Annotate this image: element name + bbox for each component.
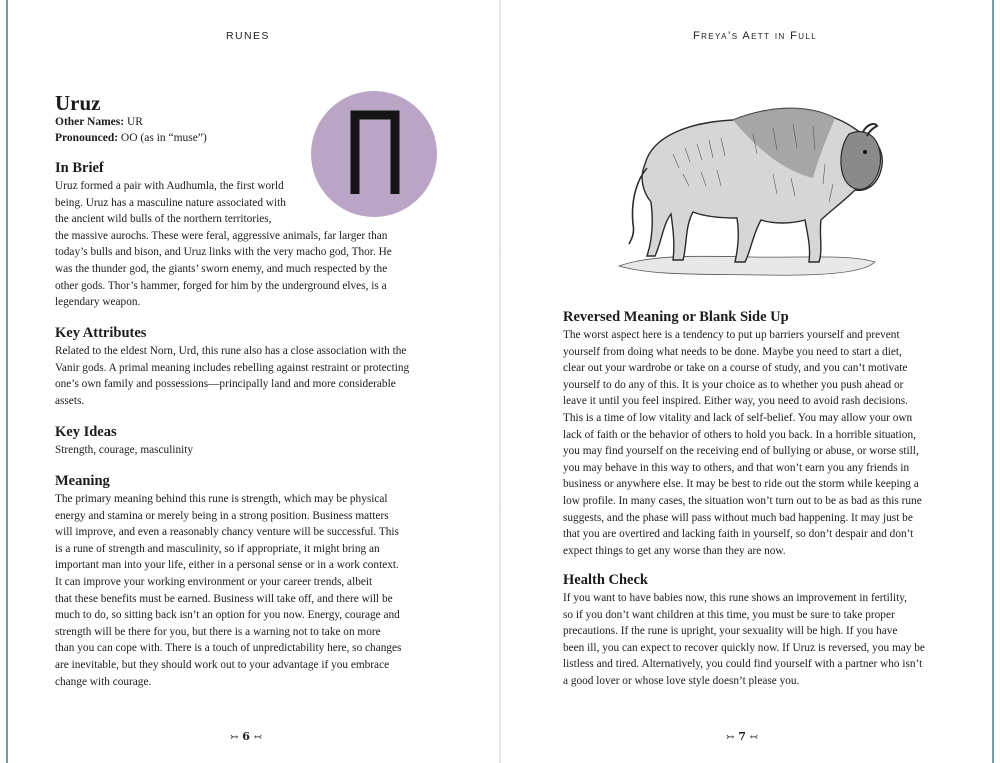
text-line: low profile. In many cases, the situation won’t turn out to be as bad as this rune: [563, 494, 922, 507]
text-line: that these benefits must be earned. Business will take off, and there will be: [55, 592, 393, 605]
text-line: listless and tired. Alternatively, you could find yourself with a partner who isn’t: [563, 658, 923, 671]
text-line: will improve, and even a reasonably chancy venture will be successful. This: [55, 526, 399, 539]
text-line: lack of faith or the behavior of others to hold you back. In a horrible situation,: [563, 428, 916, 441]
text-line: legendary weapon.: [55, 296, 141, 309]
other-names-value: UR: [126, 116, 143, 128]
text-line: expect things to get any worse than they are now.: [563, 544, 786, 557]
text-line: important man into your life, either in a personal sense or in a work context.: [55, 559, 399, 572]
text-line: The primary meaning behind this rune is strength, which may be physical: [55, 493, 388, 505]
text-line: This is a time of low vitality and lack of self-belief. You may allow your own: [563, 411, 913, 424]
text-line: strength will be there for you, but there is a warning not to take on more: [55, 625, 381, 638]
pronounced: [55, 130, 207, 146]
text-line: is a rune of strength and masculinity, so if appropriate, it might bring an: [55, 542, 380, 555]
running-head-right: Freya’s Aett in Full: [693, 30, 818, 42]
text-line: If you want to have babies now, this rune shows an improvement in fertility,: [563, 592, 907, 604]
text-line: you may find yourself on the receiving end of bullying or abuse, or worse still,: [563, 445, 919, 458]
text-line: Uruz formed a pair with Audhumla, the first world: [55, 180, 284, 192]
text-line: than you can cope with. There is a touch of unpredictability here, so changes: [55, 642, 402, 655]
heading-health-check: Health Check: [563, 572, 648, 588]
text-line: The worst aspect here is a tendency to put up barriers yourself and prevent: [563, 329, 900, 341]
pronounced-value: OO (as in “muse”): [120, 132, 207, 144]
text-line: change with courage.: [55, 675, 152, 688]
text-line: other gods. Thor’s hammer, forged for him by the underground elves, is a: [55, 279, 387, 292]
paragraph-reversed-meaning: [563, 327, 922, 559]
paragraph-meaning: [55, 491, 401, 690]
other-names: [55, 114, 143, 130]
paragraph-key-ideas: [55, 442, 193, 459]
ornament-icon: ↢: [253, 732, 263, 743]
text-line: Vanir gods. A primal meaning includes rebelling against restraint or protecting: [55, 361, 410, 374]
text-line: yourself to do any of this. It is your choice as to whether you push ahead or: [563, 378, 904, 391]
left-page: [8, 0, 499, 763]
heading-in-brief: In Brief: [55, 160, 104, 176]
ornament-icon: ↣: [726, 732, 735, 743]
text-line: being. Uruz has a masculine nature associated with: [55, 196, 286, 209]
text-line: you may behave in this way to others, and that won’t earn you any friends in: [563, 461, 910, 474]
text-line: assets.: [55, 394, 85, 407]
text-line: one’s own family and possessions—principally land and more considerable: [55, 378, 396, 391]
ornament-icon: ↣: [230, 732, 239, 743]
right-page: [501, 0, 992, 763]
text-line: are inevitable, but they should work out to your advantage if you embrace: [55, 658, 390, 671]
text-line: been ill, you can expect to recover quickly now. If Uruz is reversed, you may be: [563, 641, 925, 654]
heading-meaning: Meaning: [55, 473, 110, 489]
text-line: leave it until you feel inspired. Either way, you need to avoid rash decisions.: [563, 395, 908, 408]
paragraph-in-brief: [55, 178, 392, 311]
heading-key-ideas: Key Ideas: [55, 424, 117, 440]
text-line: was the thunder god, the giants’ sworn enemy, and much respected by the: [55, 262, 388, 275]
text-line: Strength, courage, masculinity: [55, 444, 194, 456]
paragraph-health-check: [563, 590, 925, 690]
ornament-icon: ↢: [749, 732, 759, 743]
text-line: precautions. If the rune is upright, your sexuality will be high. If you have: [563, 625, 898, 638]
text-line: Related to the eldest Norn, Urd, this rune also has a close association with the: [55, 345, 407, 357]
text-line: business or anywhere else. It may be best to ride out the storm while keeping a: [563, 478, 919, 491]
text-line: yourself from doing what needs to be done. Maybe you need to start a diet,: [563, 345, 902, 358]
bison-illustration: [613, 94, 883, 284]
text-line: that you are overtired and lacking faith in yourself, so don’t despair and don’t: [563, 528, 914, 541]
pronounced-label: Pronounced:: [55, 132, 119, 144]
rune-title: Uruz: [55, 91, 101, 115]
folio-number: 7: [738, 730, 746, 743]
heading-reversed-meaning: Reversed Meaning or Blank Side Up: [563, 309, 789, 325]
page-edge-left: [0, 0, 8, 763]
text-line: clear out your wardrobe or take on a course of study, and you can’t motivate: [563, 362, 908, 375]
text-line: a good lover or whose love style doesn’t please you.: [563, 674, 800, 687]
text-line: energy and stamina or merely being in a strong position. Business matters: [55, 509, 389, 522]
running-head-left: RUNES: [226, 30, 270, 42]
other-names-label: Other Names:: [55, 116, 125, 128]
folio-number: 6: [242, 730, 250, 743]
text-line: the ancient wild bulls of the northern territories,: [55, 213, 272, 226]
text-line: suggests, and the phase will pass without much bad happening. It may just be: [563, 511, 913, 524]
text-line: the massive aurochs. These were feral, aggressive animals, far larger than: [55, 229, 388, 242]
page-edge-right: [992, 0, 1000, 763]
paragraph-key-attributes: [55, 343, 409, 409]
text-line: It can improve your working environment or your career trends, albeit: [55, 575, 373, 588]
heading-key-attributes: Key Attributes: [55, 325, 147, 341]
page-number-left: [230, 730, 262, 743]
page-number-right: [726, 730, 758, 743]
text-line: today’s bulls and bison, and Uruz links with the very macho god, Thor. He: [55, 246, 392, 259]
text-line: much to do, so sitting back isn’t an option for you now. Energy, courage and: [55, 609, 400, 622]
text-line: so if you don’t want children at this time, you must be sure to take proper: [563, 608, 895, 621]
